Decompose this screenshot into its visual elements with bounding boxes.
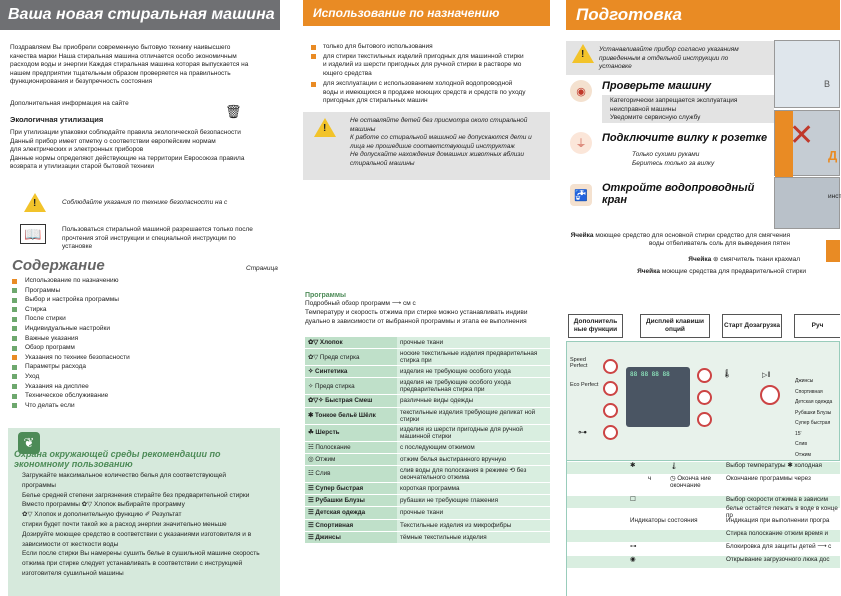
weee-bin-icon: 🗑 <box>225 104 242 119</box>
legend-text: Окончание программы через <box>726 475 811 482</box>
label-display-keys: Дисплей клавиши опций <box>640 314 710 338</box>
program-desc: с последующим отжимом <box>397 441 550 453</box>
usage-bullets <box>311 43 551 106</box>
program-desc: изделия из шерсти пригодные для ручной машинной стирки <box>397 424 550 441</box>
usage-bullet <box>311 53 551 79</box>
programs-desc <box>305 309 550 326</box>
usage-bullet <box>311 43 551 52</box>
table-row <box>305 441 550 453</box>
toc-item[interactable]: Техническое обслуживание <box>12 392 232 402</box>
programs-title: Программы <box>305 292 347 299</box>
side-letter-d: Д <box>828 148 838 163</box>
legend-label: Индикаторы состояния <box>630 517 698 524</box>
text-line: ющего средства <box>323 69 372 77</box>
table-row <box>305 349 550 366</box>
eco-perfect-label: Eco Perfect <box>570 382 599 388</box>
detergent-line: воды отбеливатель соль для выведения пятен <box>649 240 790 247</box>
usage-bullet <box>311 80 551 106</box>
text-line: машины <box>350 125 376 133</box>
step-check-machine: Проверьте машину <box>602 80 712 92</box>
text-line: для эксплуатации с использованием холодной водопроводной <box>323 80 513 87</box>
drawer-text: ⊛ смягчитель ткани крахмал <box>711 256 800 263</box>
plug-icon: ⏚ <box>570 132 592 154</box>
text-line: Беритесь только за вилку <box>632 159 715 167</box>
display-button[interactable] <box>697 368 712 383</box>
legend-text: Стирка полоскание отжим время и <box>726 530 829 537</box>
text-line: Загружайте максимальное количество белья для соответствующей <box>22 472 227 479</box>
detergent-line <box>470 256 800 265</box>
text-line: установке <box>599 63 632 70</box>
drawer-label: Ячейка <box>570 232 594 239</box>
safety-note: Соблюдайте указания по технике безопасности на с <box>62 199 228 206</box>
side-inst-text: инст <box>828 193 841 200</box>
intro-text <box>10 44 280 87</box>
program-name: ☵ Полоскание <box>305 441 397 453</box>
label-extra-functions: Дополнитель ные функции <box>568 314 623 338</box>
text-line: Пользоваться стиральной машиной разрешается только после <box>62 226 253 233</box>
legend-row <box>566 530 840 542</box>
toc-item[interactable]: Важные указания <box>12 335 232 345</box>
dial-item: Детская одежда <box>795 399 833 405</box>
detergent-line <box>470 268 806 277</box>
program-name: ✿▽ Хлопок <box>305 337 397 349</box>
display-digits: 88 88 88 88 <box>630 371 670 378</box>
toc-list <box>12 277 232 411</box>
legend-icon: ◉ <box>630 556 636 563</box>
drawer-label: Ячейка <box>688 256 712 263</box>
start-pause-icon: ▷‖ <box>762 372 771 379</box>
toc-item[interactable]: Выбор и настройка программы <box>12 296 232 306</box>
text-line: воды и имеющихся в продаже моющих средств и средств по уходу <box>323 88 526 96</box>
program-desc: слив воды для полоскания в режиме ⟲ без окончательного отжима <box>397 465 550 482</box>
column-preparation <box>566 0 840 230</box>
legend-text: Индикация при выполнении програ <box>726 517 830 524</box>
text-line: Вместо программы ✿▽ Хлопок выбирайте программу <box>22 501 185 509</box>
legend-label: ◷ Оконча ние окончание <box>670 475 711 489</box>
legend-icon: ✱ <box>630 462 636 469</box>
text-line: Данный прибор имеет отметку о соответствии европейским нормам <box>10 137 216 145</box>
text-line: Уведомите сервисную службу <box>610 114 701 121</box>
text-line: Температуру и скорость отжима при стирке можно устанавливать индиви <box>305 309 528 316</box>
machine-photo <box>774 40 840 108</box>
text-line: возврата и утилизации старой бытовой техники <box>10 163 154 170</box>
toc-title: Содержание <box>12 257 105 274</box>
legend-text: Выбор скорости отжима в зависим <box>726 496 828 503</box>
table-row <box>305 337 550 349</box>
table-row <box>305 366 550 378</box>
program-name: ✧ Синтетика <box>305 366 397 378</box>
section-title-usage: Использование по назначению <box>303 0 550 26</box>
dial-item: Джинсы <box>795 378 814 384</box>
install-note <box>599 46 774 72</box>
table-row <box>305 507 550 519</box>
text-line: отжима при стирке следует устанавливать в соответствии с инструкцией <box>22 560 243 568</box>
intro-line: функционирования и безупречность состояния <box>10 78 153 85</box>
step-open-tap: Откройте водопроводный кран <box>602 182 755 206</box>
toc-item[interactable]: Использование по назначению <box>12 277 232 287</box>
dial-item: Спортивная <box>795 388 823 395</box>
manual-book-icon: 📖 <box>20 224 46 244</box>
cross-mark-icon: ✕ <box>789 119 815 152</box>
toc-page-label: Страница <box>246 265 278 272</box>
start-button[interactable] <box>760 385 780 405</box>
intro-line: нашем предприятии тщательным образом проверяется на правильность <box>10 69 231 77</box>
eco-recommendations-box <box>8 428 280 596</box>
text-line: Не оставляйте детей без присмотра около стиральной <box>350 117 528 124</box>
program-dial-list <box>795 376 835 460</box>
warning-icon <box>24 193 46 212</box>
legend-icon: 🌡 <box>670 463 678 470</box>
program-name: ◎ Отжим <box>305 453 397 465</box>
text-line: Только сухими руками <box>632 151 700 158</box>
table-row <box>305 531 550 543</box>
programs-subtitle: Подробный обзор программ ⟶ см с <box>305 300 416 307</box>
intro-line: расходом воды и энергии Каждая стиральная машина которая выпускается на <box>10 61 249 68</box>
table-row <box>305 465 550 482</box>
eco-perfect-button[interactable] <box>603 381 618 396</box>
text-line: Если после стирки Вы намерены сушить белье в сушильной машине скорость <box>22 550 260 558</box>
legend-text: Блокировка для защиты детей ⟶ с <box>726 543 832 550</box>
option-button[interactable] <box>603 403 618 418</box>
table-row <box>305 482 550 494</box>
text-line: установке <box>62 243 93 250</box>
eco-disposal-title: Экологичная утилизация <box>10 115 104 124</box>
tap-photo <box>774 177 840 229</box>
program-desc: различные виды одежды <box>397 395 550 407</box>
display-screen <box>626 367 690 427</box>
intro-line: качества марки Наша стиральная машина отличается особо экономичным <box>10 52 237 60</box>
label-start: Старт Дозагрузка <box>722 314 782 338</box>
text-line: для стирки текстильных изделий пригодных для машинной стирки <box>323 52 524 60</box>
toc-item[interactable]: Индивидуальные настройки <box>12 325 232 335</box>
label-knob: Руч <box>794 314 840 338</box>
program-desc: текстильные изделия требующие деликат ной стирки <box>397 407 550 424</box>
page-title: Ваша новая стиральная машина <box>0 0 280 30</box>
text-line: Устанавливайте прибор согласно указаниям <box>599 46 739 53</box>
toc-item[interactable]: Программы <box>12 287 232 297</box>
program-desc: рубашки не требующие глажения <box>397 495 550 507</box>
program-desc: Текстильные изделия из микрофибры <box>397 519 550 531</box>
text-line: дуально в зависимости от выбранной программы и этапа ее выполнения <box>305 317 527 325</box>
table-row <box>305 395 550 407</box>
program-desc: тёмные текстильные изделия <box>397 531 550 543</box>
text-line: Дозируйте моющее средство в соответствии с указаниями изготовителя и в <box>22 530 252 538</box>
toc-item[interactable]: Указания по технике безопасности <box>12 354 232 364</box>
intro-line: Поздравляем Вы приобрели современную бытовую технику наивысшего <box>10 44 231 51</box>
program-name: ☰ Спортивная <box>305 519 397 531</box>
text-line: лица не прошедшие соответствующий инструктаж <box>350 142 515 150</box>
legend-row <box>566 462 840 474</box>
side-letter-b: В <box>824 79 831 89</box>
drawer-text: моющее средство для основной стирки средство для смягчения <box>593 232 790 239</box>
text-line: зависимости от жесткости воды <box>22 540 119 548</box>
warning-icon <box>572 44 594 63</box>
drawer-label: Ячейка <box>637 268 661 275</box>
table-row <box>305 378 550 395</box>
leaf-icon: ❦ <box>18 432 40 454</box>
toc-item[interactable]: Что делать если <box>12 402 232 412</box>
program-name: ☘ Шерсть <box>305 424 397 441</box>
table-row <box>305 424 550 441</box>
dial-item: Рубашки Блузы <box>795 409 832 416</box>
option-button[interactable] <box>603 425 618 440</box>
step-plug-in: Подключите вилку к розетке <box>602 132 768 144</box>
orange-tab <box>826 240 840 262</box>
manual-note <box>62 226 277 252</box>
children-warning <box>350 117 550 168</box>
dial-item: Отжим <box>795 451 811 458</box>
section-title-preparation: Подготовка <box>566 0 840 30</box>
program-name: ✧ Предв стирка <box>305 378 397 395</box>
program-name: ✿▽✧ Быстрая Смеш <box>305 395 397 407</box>
display-button[interactable] <box>697 412 712 427</box>
program-desc: прочные ткани <box>397 337 550 349</box>
legend-row <box>566 505 840 517</box>
step1-text <box>610 97 737 123</box>
legend-text: Открывание загрузочного люка дос <box>726 556 830 563</box>
eco-disposal-text <box>10 129 280 172</box>
program-name: ✿▽ Предв стирка <box>305 349 397 366</box>
table-row <box>305 407 550 424</box>
text-line: ✿▽ Хлопок и дополнительную функцию ✐ Результат <box>22 511 182 519</box>
text-line: приведенным в отдельной инструкции по <box>599 54 729 62</box>
eye-check-icon: ◉ <box>570 80 592 102</box>
legend-row <box>566 517 840 529</box>
text-line: Белье средней степени загрязнения стирайте без предварительной стирки <box>22 491 250 499</box>
text-line: Не допускайте нахождения домашних животных вблизи <box>350 151 524 158</box>
table-row <box>305 453 550 465</box>
drawer-text: моющие средства для предварительной стирки <box>660 268 806 275</box>
program-name: ☰ Супер быстрая <box>305 482 397 494</box>
program-name: ☰ Детская одежда <box>305 507 397 519</box>
legend-row <box>566 475 840 495</box>
program-name: ☰ Рубашки Блузы <box>305 495 397 507</box>
text-line: прочтения этой инструкции и специальной инструкции по <box>62 234 236 242</box>
text-line: для электрических и электронных приборов <box>10 146 144 153</box>
text-line: пригодных для стиральных машин <box>323 97 428 104</box>
toc-item[interactable]: После стирки <box>12 315 232 325</box>
eco-box-text <box>22 471 280 579</box>
program-name: ☳ Слив <box>305 465 397 482</box>
text-line: неисправной машины <box>610 105 677 113</box>
eco-box-title: Охрана окружающей среды рекомендации по экономному пользованию <box>14 449 221 469</box>
program-desc: изделия не требующие особого ухода предварительная стирка при <box>397 378 550 395</box>
legend-icon: ч <box>648 475 652 482</box>
program-name: ✱ Тонкое бельё Шёлк <box>305 407 397 424</box>
tap-icon: 🚰 <box>570 184 592 206</box>
toc-item[interactable]: Обзор программ <box>12 344 232 354</box>
legend-icon: ⊶ <box>630 543 637 550</box>
temperature-icon: 🌡 <box>722 369 733 378</box>
program-desc: изделия не требующие особого ухода <box>397 366 550 378</box>
display-button[interactable] <box>697 390 712 405</box>
text-line: При утилизации упаковки соблюдайте правила экологической безопасности <box>10 129 241 136</box>
toc-item[interactable]: Стирка <box>12 306 232 316</box>
text-line: изготовителя сушильной машины <box>22 569 124 577</box>
legend-icon: ☐ <box>630 496 636 503</box>
child-lock-icon: ⊶ <box>578 427 587 437</box>
text-line: К работе со стиральной машиной не допускаются дети и <box>350 134 532 141</box>
text-line: Категорически запрещается эксплуатация <box>610 97 738 104</box>
text-line: Данные нормы определяют действующие на территории Евросоюза правила <box>10 154 245 162</box>
text-line: и изделий из шерсти пригодных для ручной стирки в растворе мо <box>323 61 522 68</box>
table-row <box>305 495 550 507</box>
program-desc: ноские текстильные изделия предварительная стирка при <box>397 349 550 366</box>
toc-item[interactable]: Параметры расхода <box>12 363 232 373</box>
step2-text <box>632 151 714 168</box>
warning-icon <box>314 118 336 137</box>
legend-row <box>566 556 840 568</box>
table-row <box>305 519 550 531</box>
program-desc: отжим белья выстиранного вручную <box>397 453 550 465</box>
programs-table <box>305 336 550 543</box>
dial-item: Слив <box>795 441 807 447</box>
speed-perfect-label: Speed Perfect <box>570 357 588 369</box>
program-desc: прочные ткани <box>397 507 550 519</box>
program-desc: короткая программа <box>397 482 550 494</box>
program-name: ☰ Джинсы <box>305 531 397 543</box>
speed-perfect-button[interactable] <box>603 359 618 374</box>
toc-item[interactable]: Указания на дисплее <box>12 383 232 393</box>
dial-item: Супер быстрая 15' <box>795 420 831 437</box>
legend-text: белье остаётся лежать в воде в конце пр <box>726 505 838 519</box>
plug-photo <box>774 110 840 176</box>
more-info-link[interactable]: Дополнительная информация на сайте <box>10 100 129 107</box>
legend-row <box>566 543 840 555</box>
toc-item[interactable]: Уход <box>12 373 232 383</box>
text-line: только для бытового использования <box>323 43 433 50</box>
legend-divider <box>566 461 567 596</box>
text-line: программы <box>22 481 56 489</box>
text-line: стирки будет почти такой же а расход энергии значительно меньше <box>22 520 227 528</box>
text-line: стиральной машины <box>350 159 415 167</box>
column-intended-use <box>303 0 550 330</box>
legend-text: Выбор температуры ✱ холодная <box>726 462 822 469</box>
